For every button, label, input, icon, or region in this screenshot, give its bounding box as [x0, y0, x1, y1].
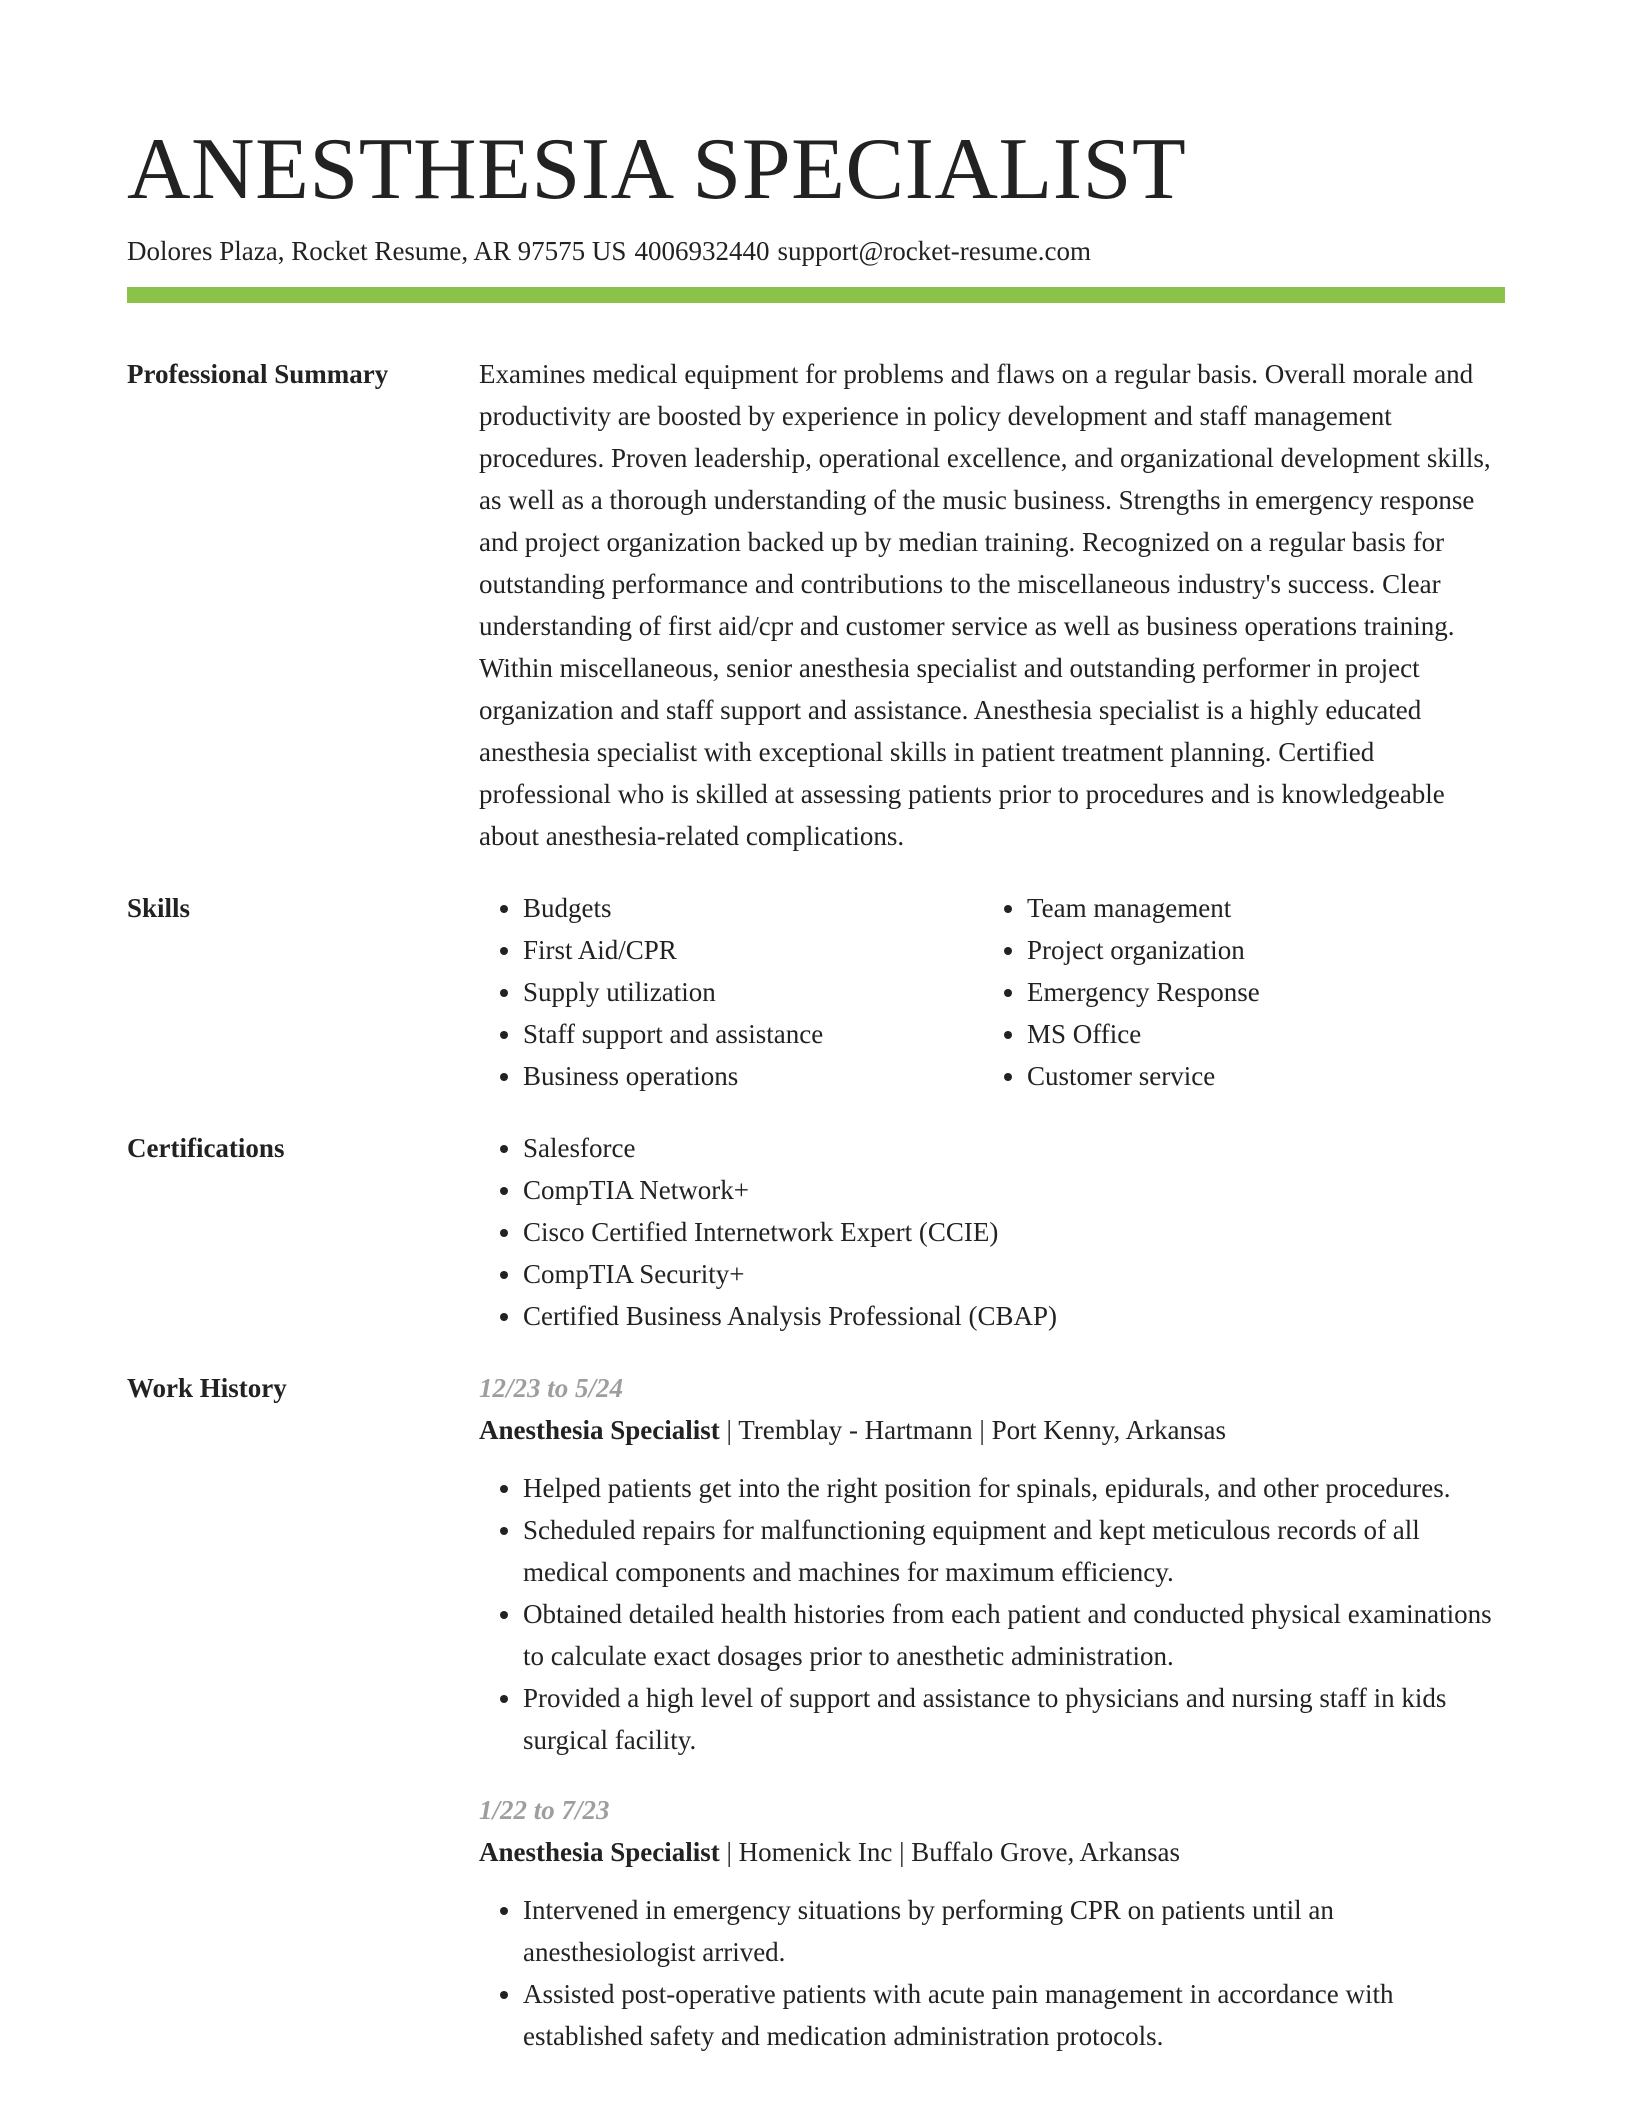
section-label-summary: Professional Summary	[127, 359, 389, 389]
certification-item: • Certified Business Analysis Professional (CBAP)	[523, 1295, 1505, 1337]
summary-text: Examines medical equipment for problems and flaws on a regular basis. Overall morale and productivity are boosted by experience in policy development and staff management procedures. Proven leadership, operational excellence, and organizational development skills, as well as a thorough understanding of the music business. Strengths in emergency response and project organization backed up by median training. Recognized on a regular basis for outstanding performance and contributions to the miscellaneous industry's success. Clear understanding of first aid/cpr and customer service as well as business operations training. Within miscellaneous, senior anesthesia specialist and outstanding performer in project organization and staff support and assistance. Anesthesia specialist is a highly educated anesthesia specialist with exceptional skills in patient treatment planning. Certified professional who is skilled at assessing patients prior to procedures and is knowledgeable about anesthesia-related complications.	[479, 359, 1491, 851]
job-header	[479, 1831, 1505, 1873]
job-location: Buffalo Grove, Arkansas	[911, 1837, 1180, 1867]
job-bullet: • Obtained detailed health histories from each patient and conducted physical examinations to calculate exact dosages prior to anesthetic administration.	[523, 1593, 1505, 1677]
separator: |	[726, 1837, 732, 1867]
certifications-list	[479, 1127, 1505, 1337]
contact-line	[127, 233, 1505, 269]
job-bullet: • Helped patients get into the right position for spinals, epidurals, and other procedures.	[523, 1467, 1505, 1509]
certification-item: • Salesforce	[523, 1127, 1505, 1169]
section-label-certifications: Certifications	[127, 1133, 285, 1163]
job-bullets	[479, 1889, 1505, 2057]
skill-item: • Staff support and assistance	[523, 1013, 983, 1055]
job-bullet: • Intervened in emergency situations by performing CPR on patients until an anesthesiologist arrived.	[523, 1889, 1505, 1973]
certification-item: • CompTIA Security+	[523, 1253, 1505, 1295]
certification-item: • Cisco Certified Internetwork Expert (CCIE)	[523, 1211, 1505, 1253]
job-location: Port Kenny, Arkansas	[991, 1415, 1227, 1445]
skill-item: • Customer service	[1027, 1055, 1505, 1097]
certifications-section	[127, 1127, 1505, 1337]
job-entry	[479, 1789, 1505, 2057]
job-bullet: • Scheduled repairs for malfunctioning equipment and kept meticulous records of all medical components and machines for maximum efficiency.	[523, 1509, 1505, 1593]
skills-list-right	[983, 887, 1505, 1097]
email: support@rocket-resume.com	[777, 236, 1091, 266]
job-title: Anesthesia Specialist	[479, 1415, 720, 1445]
job-bullets	[479, 1467, 1505, 1761]
skill-item: • Business operations	[523, 1055, 983, 1097]
skill-item: • Budgets	[523, 887, 983, 929]
skill-item: • Team management	[1027, 887, 1505, 929]
phone: 4006932440	[634, 236, 770, 266]
job-dates: 12/23 to 5/24	[479, 1373, 624, 1403]
section-label-work-history: Work History	[127, 1373, 287, 1403]
job-header	[479, 1409, 1505, 1451]
job-bullet: • Provided a high level of support and assistance to physicians and nursing staff in kids surgical facility.	[523, 1677, 1505, 1761]
job-company: Tremblay - Hartmann	[738, 1415, 973, 1445]
section-label-skills: Skills	[127, 893, 191, 923]
skills-list-left	[479, 887, 983, 1097]
address: Dolores Plaza, Rocket Resume, AR 97575 US	[127, 236, 627, 266]
job-company: Homenick Inc	[738, 1837, 893, 1867]
job-bullet: • Assisted post-operative patients with acute pain management in accordance with established safety and medication administration protocols.	[523, 1973, 1505, 2057]
resume-page	[127, 115, 1505, 2115]
skills-section	[127, 887, 1505, 1097]
summary-section	[127, 353, 1505, 857]
certification-item: • CompTIA Network+	[523, 1169, 1505, 1211]
separator: |	[726, 1415, 732, 1445]
separator: |	[899, 1837, 905, 1867]
job-dates: 1/22 to 7/23	[479, 1795, 610, 1825]
accent-divider	[127, 287, 1505, 303]
skill-item: • First Aid/CPR	[523, 929, 983, 971]
skill-item: • Supply utilization	[523, 971, 983, 1013]
separator: |	[979, 1415, 985, 1445]
skill-item: • MS Office	[1027, 1013, 1505, 1055]
job-title: Anesthesia Specialist	[479, 1837, 720, 1867]
skill-item: • Emergency Response	[1027, 971, 1505, 1013]
job-entry	[479, 1367, 1505, 1761]
skill-item: • Project organization	[1027, 929, 1505, 971]
candidate-name: ANESTHESIA SPECIALIST	[127, 121, 1187, 218]
work-history-section	[127, 1367, 1505, 2085]
